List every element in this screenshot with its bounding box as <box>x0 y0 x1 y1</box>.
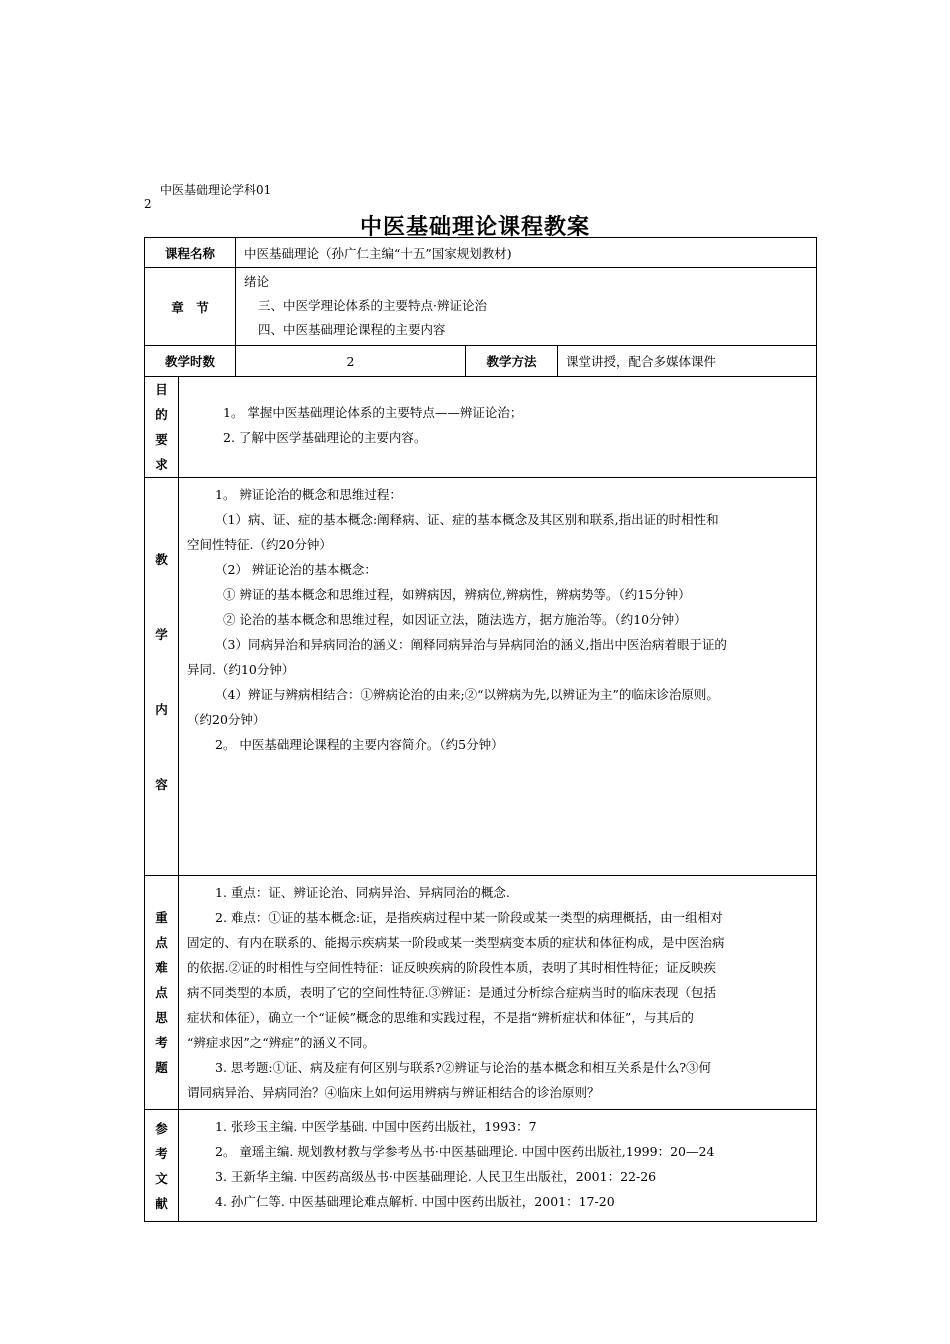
reference-item: 2。 童瑶主编. 规划教材教与学参考丛书·中医基础理论. 中国中医药出版社,1999：20—24 <box>215 1144 715 1159</box>
references-content <box>179 1110 817 1222</box>
course-name-row <box>145 238 817 268</box>
content-label-char: 教 <box>155 552 168 567</box>
purpose-label-char: 的 <box>155 407 168 422</box>
chapter-line: 四、中医基础理论课程的主要内容 <box>258 322 446 337</box>
content-line: （3）同病异治和异病同治的涵义：阐释同病异治与异病同治的涵义,指出中医治病着眼于证的 <box>215 637 727 652</box>
hours-value: 2 <box>236 346 466 377</box>
key-points-line: 2. 难点：①证的基本概念:证，是指疾病过程中某一阶段或某一类型的病理概括，由一组相对 <box>215 910 723 925</box>
content-line: （2） 辨证论治的基本概念： <box>215 562 377 577</box>
lesson-plan-table <box>144 237 817 1222</box>
content-line: 异同.（约10分钟） <box>187 662 295 677</box>
content-line: ② 论治的基本概念和思维过程，如因证立法，随法选方，据方施治等。（约10分钟） <box>223 612 687 627</box>
key-points-label-char: 思 <box>155 1010 168 1025</box>
key-points-line: 1. 重点：证、辨证论治、同病异治、异病同治的概念. <box>215 885 510 900</box>
references-label-char: 参 <box>155 1120 168 1136</box>
key-points-line: 固定的、有内在联系的、能揭示疾病某一阶段或某一类型病变本质的症状和体征构成，是中医治病 <box>187 935 725 950</box>
references-label-char: 献 <box>155 1195 168 1211</box>
chapter-content <box>236 268 817 346</box>
purpose-label-char: 目 <box>155 382 168 397</box>
content-label <box>145 478 179 876</box>
hours-label: 教学时数 <box>145 346 236 377</box>
content-line: 空间性特征.（约20分钟） <box>187 537 332 552</box>
key-points-label-char: 点 <box>155 985 168 1000</box>
key-points-line: 3. 思考题:①证、病及症有何区别与联系?②辨证与论治的基本概念和相互关系是什么?③何 <box>215 1060 712 1075</box>
course-name-value: 中医基础理论（孙广仁主编“十五”国家规划教材) <box>236 238 817 268</box>
key-points-line: 谓同病异治、异病同治？④临床上如何运用辨病与辨证相结合的诊治原则？ <box>187 1085 600 1100</box>
reference-item: 3. 王新华主编. 中医药高级丛书·中医基础理论. 人民卫生出版社，2001：22-26 <box>215 1169 657 1184</box>
content-line: ① 辨证的基本概念和思维过程，如辨病因，辨病位,辨病性，辨病势等。（约15分钟） <box>223 587 691 602</box>
reference-item: 4. 孙广仁等. 中医基础理论难点解析. 中国中医药出版社，2001：17-20 <box>215 1194 615 1209</box>
content-label-char: 容 <box>155 777 168 792</box>
purpose-line: 2. 了解中医学基础理论的主要内容。 <box>223 430 427 445</box>
key-points-label <box>145 876 179 1110</box>
content-label-char: 内 <box>155 702 168 717</box>
purpose-line: 1。 掌握中医基础理论体系的主要特点——辨证论治； <box>223 405 523 420</box>
content-line: 1。 辨证论治的概念和思维过程： <box>215 487 402 502</box>
references-label-char: 文 <box>155 1170 168 1186</box>
content-row <box>145 478 817 876</box>
course-name-label: 课程名称 <box>145 238 236 268</box>
teaching-content <box>179 478 817 876</box>
purpose-content <box>179 377 817 478</box>
key-points-line: 病不同类型的本质，表明了它的空间性特征.③辨证：是通过分析综合症病当时的临床表现（包括 <box>187 985 716 1000</box>
purpose-label-char: 要 <box>155 432 168 447</box>
content-line: （1）病、证、症的基本概念:阐释病、证、症的基本概念及其区别和联系,指出证的时相性和 <box>215 512 719 527</box>
method-value: 课堂讲授，配合多媒体课件 <box>558 346 817 377</box>
document-title: 中医基础理论课程教案 <box>359 215 590 240</box>
references-label-char: 考 <box>155 1145 168 1161</box>
page-number: 2 <box>144 197 152 211</box>
chapter-label: 章 节 <box>145 268 236 346</box>
content-line: （4）辨证与辨病相结合：①辨病论治的由来;②“以辨病为先,以辨证为主”的临床诊治原则。 <box>215 687 719 702</box>
key-points-line: 的依据.②证的时相性与空间性特征：证反映疾病的阶段性本质，表明了其时相性特征；证反映疾 <box>187 960 716 975</box>
purpose-label <box>145 377 179 478</box>
key-points-row <box>145 876 817 1110</box>
hours-row <box>145 346 817 377</box>
purpose-label-char: 求 <box>155 457 168 472</box>
content-line: （约20分钟） <box>187 712 266 727</box>
chapter-line: 绪论 <box>244 274 270 289</box>
subject-code: 中医基础理论学科01 <box>160 183 272 197</box>
references-label <box>145 1110 179 1222</box>
references-row <box>145 1110 817 1222</box>
key-points-label-char: 重 <box>155 910 168 925</box>
reference-item: 1. 张珍玉主编. 中医学基础. 中国中医药出版社，1993：7 <box>215 1119 537 1134</box>
content-line: 2。 中医基础理论课程的主要内容简介。（约5分钟） <box>215 737 504 752</box>
content-label-char: 学 <box>155 627 168 642</box>
chapter-line: 三、中医学理论体系的主要特点·辨证论治 <box>258 298 487 313</box>
chapter-row <box>145 268 817 346</box>
key-points-label-char: 难 <box>155 960 168 975</box>
key-points-line: 症状和体征），确立一个“证候”概念的思维和实践过程，不是指“辨析症状和体征”，与其后的 <box>187 1010 694 1025</box>
key-points-label-char: 点 <box>155 935 168 950</box>
purpose-row <box>145 377 817 478</box>
key-points-content <box>179 876 817 1110</box>
key-points-label-char: 题 <box>155 1060 168 1075</box>
key-points-label-char: 考 <box>155 1035 168 1050</box>
method-label: 教学方法 <box>466 346 558 377</box>
key-points-line: “辨症求因”之“辨症”的涵义不同。 <box>187 1035 376 1050</box>
